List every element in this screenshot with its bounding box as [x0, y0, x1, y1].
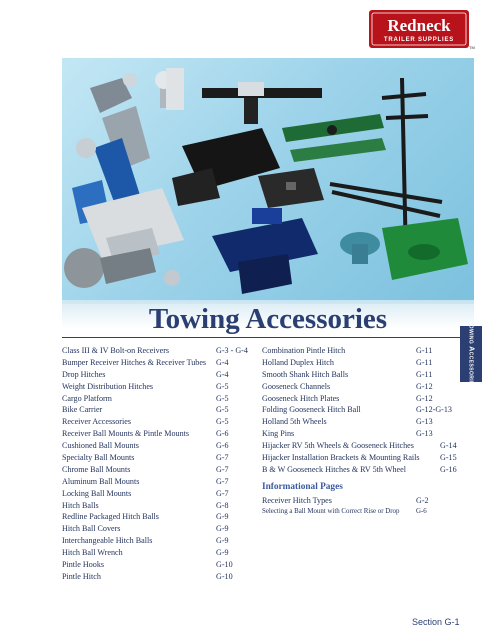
toc-entry-page: G-5 — [216, 381, 229, 391]
info-entry-label: Selecting a Ball Mount with Correct Rise or Drop — [262, 508, 400, 516]
toc-entry[interactable] — [62, 476, 280, 488]
toc-entry[interactable] — [62, 464, 280, 476]
toc-entry-page: G-13 — [416, 417, 433, 427]
redneck-logo — [368, 8, 476, 50]
toc-entry[interactable] — [62, 357, 280, 369]
toc-entry-page: G-9 — [216, 536, 229, 546]
toc-entry-label: Receiver Accessories — [62, 417, 131, 427]
toc-entry-label: Hitch Balls — [62, 500, 99, 510]
product-collage — [62, 58, 474, 304]
toc-entry[interactable] — [62, 345, 280, 357]
toc-entry-page: G-5 — [216, 393, 229, 403]
toc-entry[interactable] — [262, 404, 460, 416]
toc-entry-page: G-10 — [216, 560, 233, 570]
toc-entry[interactable] — [262, 357, 460, 369]
toc-entry-page: G-14 — [440, 441, 457, 451]
toc-entry-label: Weight Distribution Hitches — [62, 381, 154, 391]
toc-entry[interactable] — [262, 345, 460, 357]
section-side-tab-label: Towing Accessories — [467, 319, 475, 389]
toc-entry-page: G-12 — [416, 381, 433, 391]
toc-entry[interactable] — [62, 500, 280, 512]
toc-entry-page: G-5 — [216, 405, 229, 415]
toc-entry-label: Class III & IV Bolt-on Receivers — [62, 346, 170, 355]
toc-entry[interactable] — [262, 393, 460, 405]
toc-entry-page: G-12 — [416, 393, 433, 403]
toc-entry-page: G-8 — [216, 500, 229, 510]
toc-entry-label: Bike Carrier — [62, 405, 103, 415]
receiver-hitch-image — [202, 82, 322, 124]
toc-entry-page: G-3 - G-4 — [216, 346, 248, 355]
toc-entry-label: Cushioned Ball Mounts — [62, 441, 139, 451]
toc-entry-page: G-11 — [416, 369, 433, 379]
toc-entry-page: G-7 — [216, 464, 229, 474]
toc-entry-label: Cargo Platform — [62, 393, 112, 403]
info-entry[interactable] — [262, 506, 460, 518]
toc-entry-label: Chrome Ball Mounts — [62, 464, 131, 474]
toc-right-column — [262, 345, 460, 518]
logo-trademark: TM — [469, 45, 475, 50]
toc-entry[interactable] — [262, 369, 460, 381]
weight-distribution-image — [330, 184, 442, 216]
toc-entry-page: G-11 — [416, 346, 433, 355]
toc-entry-page: G-7 — [216, 476, 229, 486]
logo-name: Redneck — [387, 16, 451, 35]
toc-entry-page: G-5 — [216, 417, 229, 427]
toc-entry-label: Drop Hitches — [62, 369, 106, 379]
informational-heading: Informational Pages — [262, 481, 343, 492]
toc-entry-label: Aluminum Ball Mounts — [62, 476, 140, 486]
toc-entry-page: G-6 — [216, 429, 229, 439]
toc-entry-page: G-4 — [216, 357, 229, 367]
toc-entry-page: G-13 — [416, 429, 433, 439]
toc-entry[interactable] — [62, 416, 280, 428]
gooseneck-hitch-image — [212, 208, 318, 294]
holland-fifth-wheel-image — [382, 218, 468, 280]
toc-entry[interactable] — [62, 452, 280, 464]
toc-entry[interactable] — [262, 428, 460, 440]
toc-entry-label: Receiver Ball Mounts & Pintle Mounts — [62, 429, 190, 439]
toc-entry[interactable] — [62, 488, 280, 500]
info-entry[interactable] — [262, 495, 460, 507]
info-entry-page: G-2 — [416, 495, 429, 505]
toc-entry-label: King Pins — [262, 429, 295, 439]
toc-entry-page: G-16 — [440, 464, 457, 474]
toc-entry-label: Interchangeable Hitch Balls — [62, 536, 153, 546]
toc-entry[interactable] — [262, 381, 460, 393]
info-entry-label: Receiver Hitch Types — [262, 495, 332, 505]
toc-entry[interactable] — [262, 416, 460, 428]
toc-left-column — [62, 345, 280, 583]
toc-entry-page: G-10 — [216, 571, 233, 581]
toc-entry-page: G-15 — [440, 453, 457, 463]
toc-entry-page: G-7 — [216, 488, 229, 498]
toc-entry[interactable] — [62, 535, 280, 547]
toc-entry-label: Locking Ball Mounts — [62, 488, 132, 498]
toc-entry-page: G-9 — [216, 512, 229, 522]
title-divider — [62, 337, 474, 338]
toc-entry-label: Specialty Ball Mounts — [62, 453, 135, 463]
toc-entry-label: Gooseneck Hitch Plates — [262, 393, 340, 403]
section-side-tab — [460, 319, 482, 389]
page-title: Towing Accessories — [62, 300, 474, 338]
toc-entry[interactable] — [62, 404, 280, 416]
toc-entry-page: G-4 — [216, 369, 229, 379]
toc-entry[interactable] — [62, 571, 280, 583]
toc-entry-label: Smooth Shank Hitch Balls — [262, 369, 349, 379]
toc-entry[interactable] — [262, 464, 460, 476]
toc-entry[interactable] — [62, 547, 280, 559]
toc-entry-label: Hijacker RV 5th Wheels & Gooseneck Hitches — [262, 441, 414, 451]
toc-entry-page: G-11 — [416, 357, 433, 367]
toc-entry-label: Combination Pintle Hitch — [262, 346, 346, 355]
toc-entry[interactable] — [262, 452, 460, 464]
toc-entry-label: Pintle Hooks — [62, 560, 105, 570]
info-entry-page: G-6 — [416, 508, 427, 516]
section-number: Section G-1 — [412, 617, 460, 627]
toc-entry[interactable] — [262, 440, 460, 452]
logo-tagline: TRAILER SUPPLIES — [383, 37, 455, 43]
toc-entry-label: Gooseneck Channels — [262, 381, 331, 391]
toc-entry-label: Hitch Ball Covers — [62, 524, 121, 534]
toc-entry-label: Bumper Receiver Hitches & Receiver Tubes — [62, 357, 207, 367]
gooseneck-rail-image — [282, 114, 386, 162]
toc-entry-page: G-6 — [216, 441, 229, 451]
toc-entry-label: Hitch Ball Wrench — [62, 548, 123, 558]
toc-entry-page: G-9 — [216, 548, 229, 558]
toc-entry-label: Holland Duplex Hitch — [262, 357, 334, 367]
toc-entry-label: Hijacker Installation Brackets & Mounting Rails — [262, 453, 420, 463]
toc-entry[interactable] — [62, 523, 280, 535]
toc-entry-label: Holland 5th Wheels — [262, 417, 327, 427]
toc-entry-label: Pintle Hitch — [62, 571, 101, 581]
pintle-hitch-image — [64, 248, 180, 288]
toc-entry[interactable] — [62, 559, 280, 571]
toc-entry[interactable] — [62, 428, 280, 440]
toc-entry-label: Redline Packaged Hitch Balls — [62, 512, 159, 522]
toc-entry-label: B & W Gooseneck Hitches & RV 5th Wheel — [262, 464, 406, 474]
king-pin-image — [340, 232, 380, 264]
hitch-ball-image — [155, 68, 184, 110]
toc-entry[interactable] — [62, 369, 280, 381]
toc-entry[interactable] — [62, 511, 280, 523]
toc-entry-page: G-12-G-13 — [416, 405, 452, 415]
toc-entry[interactable] — [62, 381, 280, 393]
toc-entry[interactable] — [62, 440, 280, 452]
toc-entry[interactable] — [62, 393, 280, 405]
toc-entry-label: Folding Gooseneck Hitch Ball — [262, 405, 361, 415]
toc-entry-page: G-9 — [216, 524, 229, 534]
hitch-plate-image — [258, 168, 324, 208]
toc-entry-page: G-7 — [216, 453, 229, 463]
